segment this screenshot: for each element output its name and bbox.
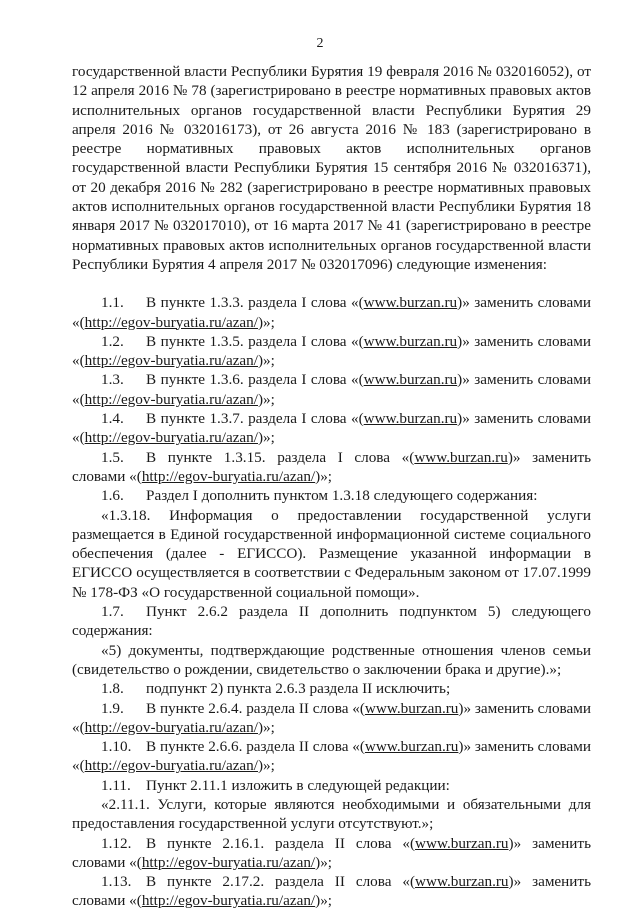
item-1-11 <box>72 776 591 795</box>
items-group-b <box>72 699 591 776</box>
new-url-link[interactable]: http://egov-buryatia.ru/azan/ <box>84 718 258 736</box>
items-group-c <box>72 834 591 911</box>
item-number: 1.11. <box>101 776 131 794</box>
item-text: )»; <box>315 892 333 910</box>
item-text: )»; <box>258 352 275 370</box>
item-number: 1.10. <box>101 738 132 756</box>
item-1-7 <box>72 602 591 641</box>
new-url-link[interactable]: http://egov-buryatia.ru/azan/ <box>84 352 258 370</box>
new-url-link[interactable]: http://egov-buryatia.ru/azan/ <box>84 390 258 408</box>
item-number: 1.3. <box>101 371 124 389</box>
item-text: )»; <box>315 467 333 485</box>
item-text: В пункте 1.3.7. раздела I слова «( <box>146 410 364 428</box>
item-text: подпункт 2) пункта 2.6.3 раздела II исключить; <box>146 680 451 698</box>
item-text: )» заменить словами «( <box>72 448 592 485</box>
new-url-link[interactable]: http://egov-buryatia.ru/azan/ <box>84 757 258 775</box>
document-body <box>72 62 591 911</box>
item-number: 1.5. <box>101 448 124 466</box>
list-item <box>72 737 591 776</box>
item-1-6 <box>72 486 591 505</box>
old-url-link[interactable]: www.burzan.ru <box>415 873 509 891</box>
item-text: В пункте 2.6.4. раздела II слова «( <box>146 699 365 717</box>
old-url-link[interactable]: www.burzan.ru <box>364 738 459 756</box>
item-number: 1.4. <box>101 410 124 428</box>
item-number: 1.7. <box>101 603 124 621</box>
item-text: В пункте 1.3.5. раздела I слова «( <box>146 332 364 350</box>
item-text: Пункт 2.6.2 раздела II дополнить подпунктом 5) следующего содержания: <box>72 603 591 640</box>
items-group-a <box>72 293 591 486</box>
list-item <box>72 699 591 738</box>
item-text: )»; <box>258 313 275 331</box>
item-number: 1.9. <box>101 699 124 717</box>
list-item <box>72 834 591 873</box>
item-text: )» заменить словами «( <box>72 371 591 408</box>
item-text: )» заменить словами «( <box>72 873 591 910</box>
old-url-link[interactable]: www.burzan.ru <box>363 332 458 350</box>
item-text: )» заменить словами «( <box>72 410 591 447</box>
old-url-link[interactable]: www.burzan.ru <box>415 834 509 852</box>
quote-1-3-18: «1.3.18. Информация о предоставлении государственной услуги размещается в Единой государственной информационной системе социального обеспечения (далее - ЕГИССО). Размещение указанной информации в ЕГИССО осуществляется в соответствии с Федеральным законом от 17.07.1999 № 178-ФЗ «О государственной социальной помощи». <box>72 506 591 601</box>
item-text: Пункт 2.11.1 изложить в следующей редакции: <box>146 776 450 794</box>
item-text: В пункте 1.3.6. раздела I слова «( <box>146 371 364 389</box>
item-number: 1.8. <box>101 680 124 698</box>
item-text: В пункте 1.3.3. раздела I слова «( <box>146 294 364 312</box>
item-text: )»; <box>315 853 333 871</box>
item-number: 1.12. <box>101 834 132 852</box>
item-number: 1.2. <box>101 332 124 350</box>
page-number: 2 <box>316 36 324 51</box>
quote-5: «5) документы, подтверждающие родственные отношения членов семьи (свидетельство о рождении, свидетельство о заключении брака и другие).»; <box>72 641 591 678</box>
item-text: )» заменить словами «( <box>72 699 591 736</box>
item-text: )» заменить словами «( <box>72 738 591 775</box>
item-text: )»; <box>258 718 275 736</box>
item-text: )»; <box>258 429 275 447</box>
list-item <box>72 293 591 332</box>
old-url-link[interactable]: www.burzan.ru <box>363 294 458 312</box>
old-url-link[interactable]: www.burzan.ru <box>414 448 508 466</box>
item-text: )» заменить словами «( <box>72 834 591 871</box>
old-url-link[interactable]: www.burzan.ru <box>363 410 458 428</box>
list-item <box>72 448 591 487</box>
item-text: )»; <box>258 390 275 408</box>
new-url-link[interactable]: http://egov-buryatia.ru/azan/ <box>84 429 258 447</box>
intro-paragraph: государственной власти Республики Бурятия 19 февраля 2016 № 032016052), от 12 апреля 2016 № 78 (зарегистрировано в реестре нормативных правовых актов исполнительных органов государственной власти Республики Бурятия 29 апреля 2016 № 032016173), от 26 августа 2016 № 183 (зарегистрировано в реестре нормативных правовых актов исполнительных органов государственной власти Республики Бурятия 15 сентября 2016 № 032016371), от 20 декабря 2016 № 282 (зарегистрировано в реестре нормативных правовых актов исполнительных органов государственной власти Республики Бурятия 18 января 2017 № 032017010), от 16 марта 2017 № 41 (зарегистрировано в реестре нормативных правовых актов исполнительных органов государственной власти Республики Бурятия 4 апреля 2017 № 032017096) следующие изменения: <box>72 63 591 273</box>
item-text: В пункте 2.16.1. раздела II слова «( <box>146 834 416 852</box>
item-text: Раздел I дополнить пунктом 1.3.18 следующего содержания: <box>146 487 538 505</box>
new-url-link[interactable]: http://egov-buryatia.ru/azan/ <box>141 853 316 871</box>
item-number: 1.1. <box>101 294 124 312</box>
new-url-link[interactable]: http://egov-buryatia.ru/azan/ <box>84 313 258 331</box>
item-text: В пункте 1.3.15. раздела I слова «( <box>146 448 415 466</box>
item-text: В пункте 2.6.6. раздела II слова «( <box>146 738 365 756</box>
item-text: )»; <box>258 757 275 775</box>
new-url-link[interactable]: http://egov-buryatia.ru/azan/ <box>141 892 316 910</box>
list-item <box>72 332 591 371</box>
old-url-link[interactable]: www.burzan.ru <box>364 699 459 717</box>
item-text: )» заменить словами «( <box>72 332 591 370</box>
item-number: 1.13. <box>101 873 132 891</box>
new-url-link[interactable]: http://egov-buryatia.ru/azan/ <box>141 467 316 485</box>
old-url-link[interactable]: www.burzan.ru <box>363 371 458 389</box>
item-1-8 <box>72 679 591 698</box>
item-number: 1.6. <box>101 487 124 505</box>
list-item <box>72 409 591 448</box>
item-text: В пункте 2.17.2. раздела II слова «( <box>146 873 416 891</box>
list-item <box>72 370 591 409</box>
item-text: )» заменить словами «( <box>72 294 591 331</box>
quote-2-11-1: «2.11.1. Услуги, которые являются необходимыми и обязательными для предоставления государственной услуги отсутствуют.»; <box>72 795 591 833</box>
